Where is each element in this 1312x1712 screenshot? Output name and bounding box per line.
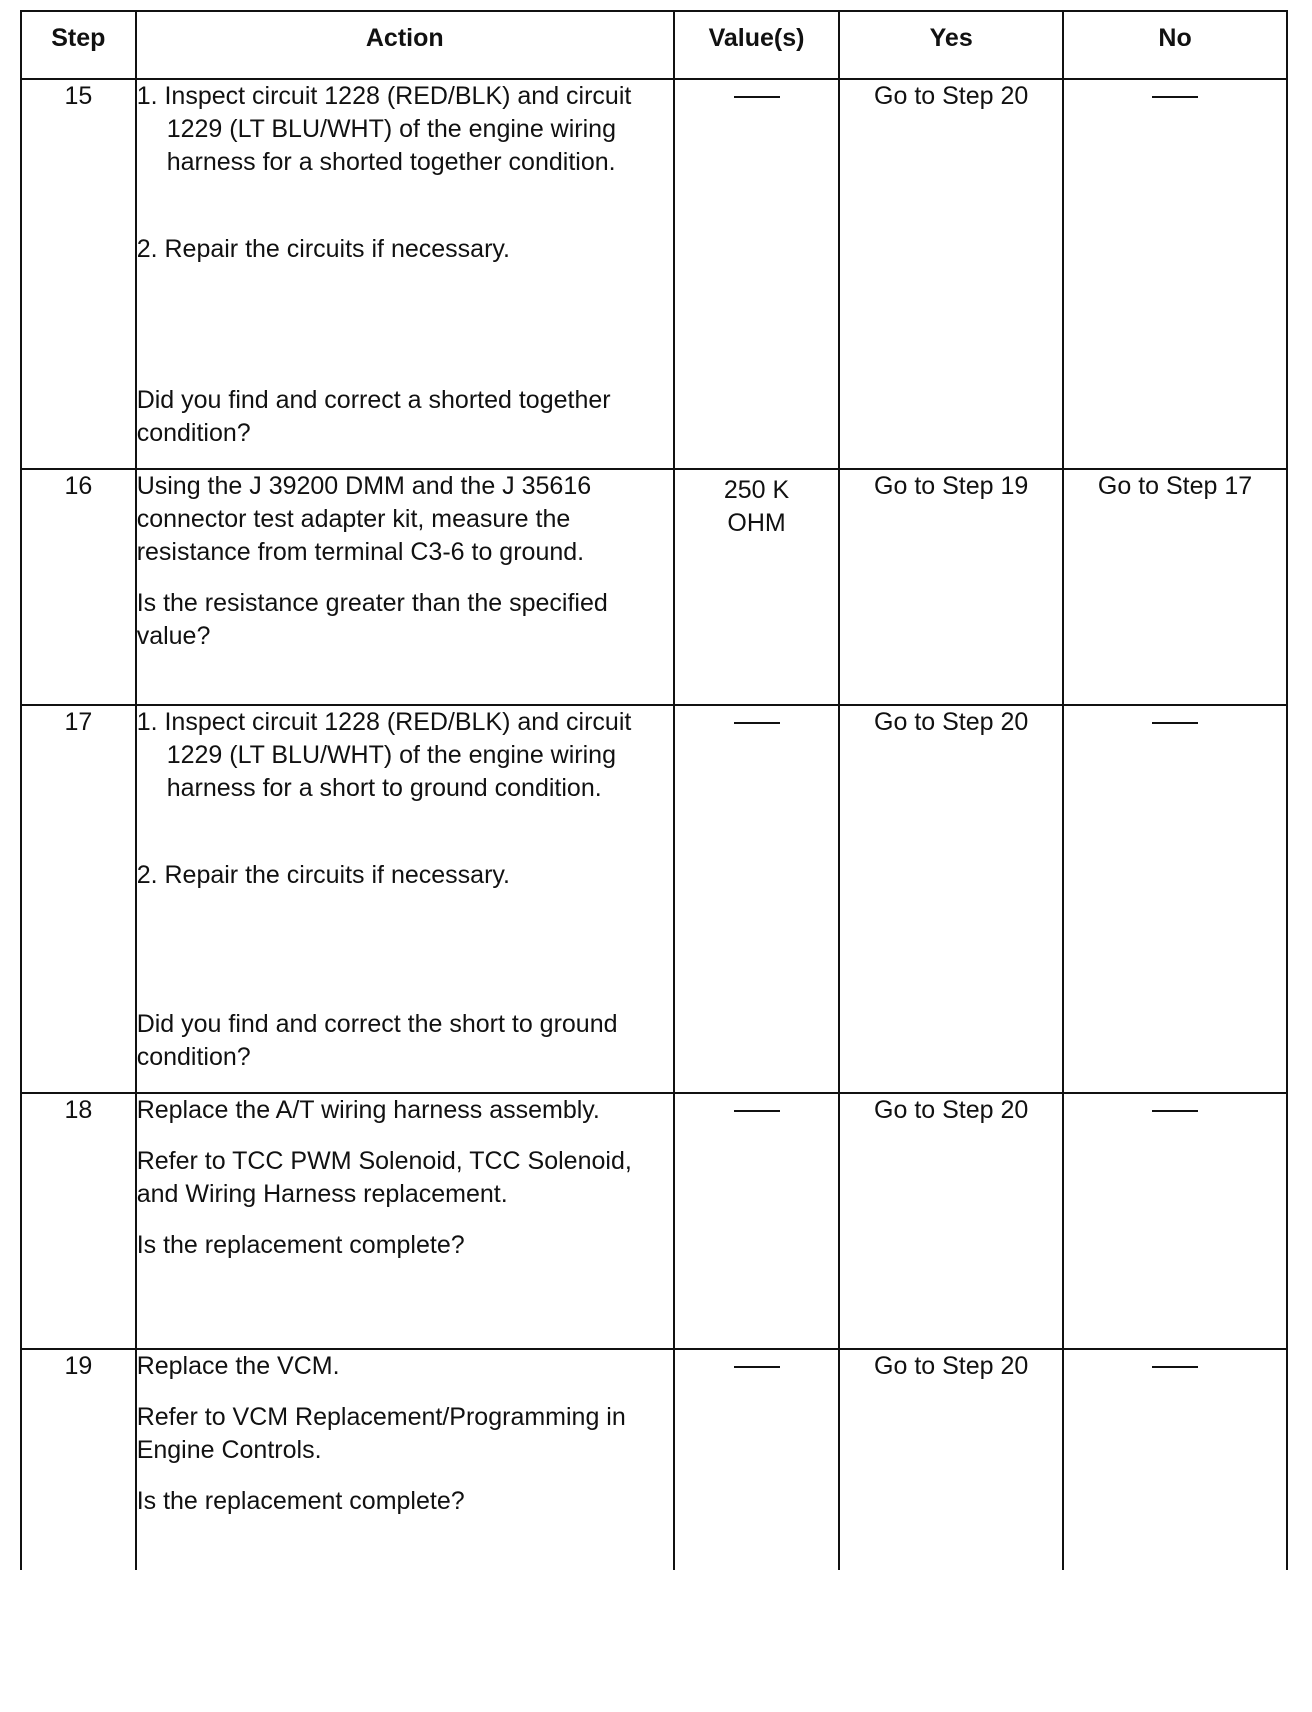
table-row [21,469,1287,705]
yes-cell: Go to Step 19 [839,469,1063,705]
no-cell [1063,705,1287,1093]
header-yes: Yes [839,11,1063,79]
empty-dash [734,722,780,724]
no-cell [1063,1093,1287,1349]
empty-dash [1152,722,1198,724]
header-action: Action [136,11,674,79]
step-number: 16 [21,469,136,705]
step-number: 15 [21,79,136,469]
action-text: Using the J 39200 DMM and the J 35616 connector test adapter kit, measure the resistance from terminal C3-6 to ground. [136,472,592,566]
action-cell [136,1349,674,1570]
action-cell [136,79,674,469]
action-text: Refer to TCC PWM Solenoid, TCC Solenoid, and Wiring Harness replacement. [136,1147,632,1208]
empty-dash [1152,1110,1198,1112]
action-question: Is the replacement complete? [136,1231,465,1259]
value-cell [674,79,839,469]
step-number: 18 [21,1093,136,1349]
action-question: Is the replacement complete? [136,1487,465,1515]
action-text: 2. Repair the circuits if necessary. [136,861,510,889]
action-question: Did you find and correct a shorted together condition? [136,386,611,447]
action-text: 2. Repair the circuits if necessary. [136,235,510,263]
empty-dash [1152,1366,1198,1368]
yes-cell: Go to Step 20 [839,705,1063,1093]
yes-cell: Go to Step 20 [839,1349,1063,1570]
yes-cell: Go to Step 20 [839,79,1063,469]
header-values: Value(s) [674,11,839,79]
empty-dash [734,96,780,98]
header-no: No [1063,11,1287,79]
header-row [21,11,1287,79]
no-cell [1063,1349,1287,1570]
table-row [21,705,1287,1093]
action-cell [136,469,674,705]
step-number: 17 [21,705,136,1093]
table-row [21,1349,1287,1570]
diagnostic-table [20,10,1288,1570]
value-cell [674,469,839,705]
table-row [21,1093,1287,1349]
value-text: 250 K OHM [723,476,790,537]
empty-dash [734,1110,780,1112]
table-row [21,79,1287,469]
action-cell [136,705,674,1093]
value-cell [674,705,839,1093]
value-cell [674,1349,839,1570]
yes-cell: Go to Step 20 [839,1093,1063,1349]
no-cell: Go to Step 17 [1063,469,1287,705]
empty-dash [1152,96,1198,98]
step-number: 19 [21,1349,136,1570]
header-step: Step [21,11,136,79]
action-text: Replace the VCM. [136,1352,340,1380]
action-text: Replace the A/T wiring harness assembly. [136,1096,600,1124]
action-text: 1. Inspect circuit 1228 (RED/BLK) and circuit 1229 (LT BLU/WHT) of the engine wiring harness for a short to ground condition. [136,708,632,802]
action-question: Did you find and correct the short to ground condition? [136,1010,618,1071]
empty-dash [734,1366,780,1368]
action-text: Refer to VCM Replacement/Programming in Engine Controls. [136,1403,626,1464]
action-question: Is the resistance greater than the specified value? [136,589,608,650]
action-text: 1. Inspect circuit 1228 (RED/BLK) and circuit 1229 (LT BLU/WHT) of the engine wiring harness for a shorted together condition. [136,82,632,176]
action-cell [136,1093,674,1349]
no-cell [1063,79,1287,469]
value-cell [674,1093,839,1349]
